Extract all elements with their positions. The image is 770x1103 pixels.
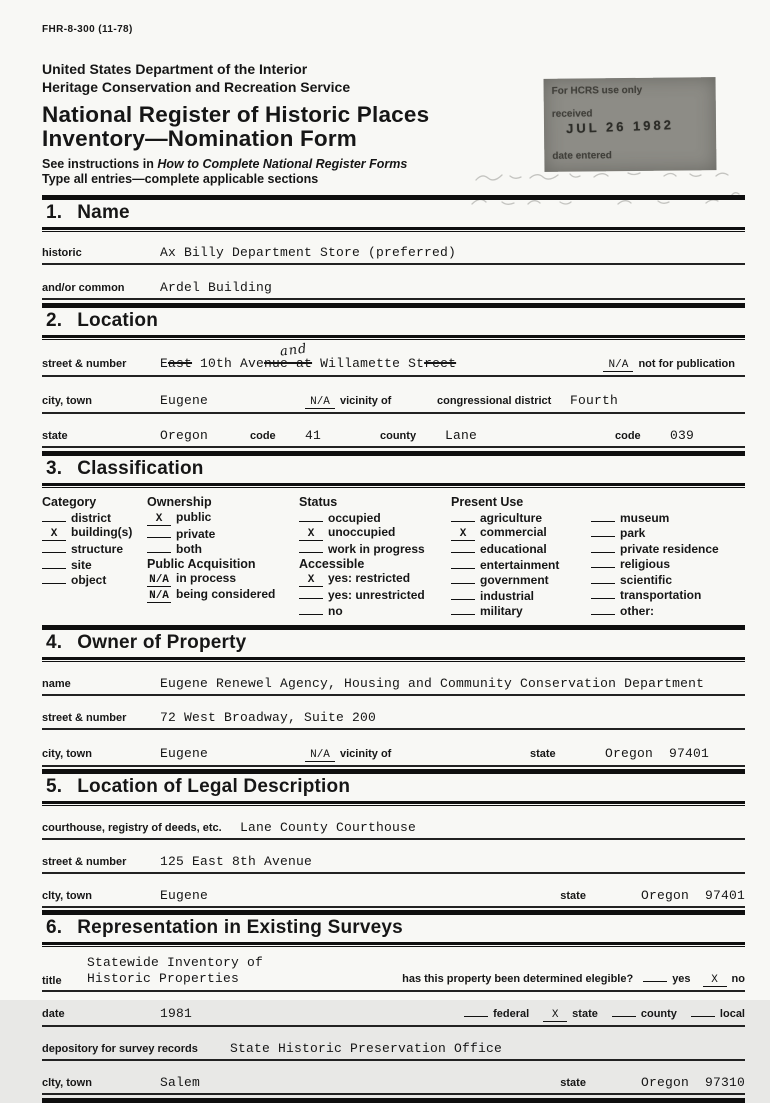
- common-label: and/or common: [42, 282, 125, 295]
- section4-header: 4. Owner of Property: [42, 625, 745, 662]
- checkbox-commercial: X commercial: [451, 525, 591, 541]
- checkbox-both: both: [147, 541, 299, 557]
- stamp-legend: For HCRS use only: [551, 84, 643, 97]
- historic-name-row: [42, 245, 745, 265]
- present-use-header: Present Use: [451, 495, 524, 510]
- legal-state-label: state: [560, 889, 586, 902]
- county-value: Lane: [445, 428, 478, 444]
- owner-state-value: Oregon 97401: [605, 745, 710, 761]
- owner-city-value: Eugene: [160, 745, 209, 761]
- checkbox-occupied: occupied: [299, 510, 451, 526]
- checkbox-work-in-progress: work in progress: [299, 541, 451, 557]
- section3-header: 3. Classification: [42, 451, 745, 488]
- public-acquisition-header: Public Acquisition: [147, 556, 256, 571]
- county-code-value: 039: [670, 428, 695, 444]
- owner-vicinity-label: vicinity of: [340, 747, 392, 760]
- ownership-column: [147, 495, 299, 619]
- legal-city-row: [42, 888, 745, 908]
- survey-city-row: [42, 1075, 745, 1095]
- legal-street-label: street & number: [42, 855, 127, 868]
- street-label: street & number: [42, 358, 127, 371]
- survey-state-label: state: [560, 1077, 586, 1090]
- state-level-label: state: [572, 1008, 598, 1021]
- checkbox-religious: religious: [591, 556, 745, 572]
- instructions-line1: See instructions in How to Complete National Register Forms: [42, 156, 408, 171]
- state-code-value: 41: [305, 428, 322, 444]
- survey-state-value: Oregon 97310: [640, 1075, 745, 1091]
- section3-title: Classification: [77, 458, 204, 480]
- section1-title: Name: [77, 202, 130, 224]
- courthouse-label: courthouse, registry of deeds, etc.: [42, 821, 222, 834]
- federal-mark: [464, 1005, 488, 1017]
- survey-date-label: date: [42, 1008, 65, 1021]
- city-value: Eugene: [160, 393, 209, 409]
- checkbox-government: government: [451, 572, 591, 588]
- vicinity-mark: N/A: [305, 397, 335, 409]
- present-use-column2: [591, 495, 745, 619]
- ownership-header: Ownership: [147, 495, 212, 510]
- checkbox-structure: structure: [42, 541, 147, 557]
- legal-city-label: clty, town: [42, 889, 92, 902]
- category-header: Category: [42, 495, 97, 510]
- checkbox-in-process: N/A in process: [147, 571, 299, 587]
- received-date-stamp: JUL 26 1982: [565, 117, 675, 137]
- local-mark: [691, 1005, 715, 1017]
- federal-label: federal: [493, 1008, 530, 1021]
- common-name-row: [42, 280, 745, 300]
- owner-vicinity-mark: N/A: [305, 750, 335, 762]
- street-number-row: [42, 341, 745, 377]
- county-label: county: [380, 430, 417, 443]
- state-level-mark: X: [543, 1010, 567, 1022]
- checkbox-public: X public: [147, 510, 299, 526]
- survey-date-value: 1981: [160, 1006, 193, 1022]
- next-section-top-rule: [42, 1098, 745, 1103]
- checkbox-industrial: industrial: [451, 588, 591, 604]
- form-title-line2: Inventory—Nomination Form: [42, 125, 358, 151]
- survey-date-row: [42, 1005, 745, 1027]
- state-value: Oregon: [160, 428, 209, 444]
- checkbox-museum: museum: [591, 510, 745, 526]
- owner-name-label: name: [42, 677, 71, 690]
- state-row: [42, 428, 745, 448]
- owner-street-row: [42, 710, 745, 730]
- historic-label: historic: [42, 247, 82, 260]
- state-code-label: code: [250, 430, 276, 443]
- checkbox-yes-unrestricted: yes: unrestricted: [299, 587, 451, 603]
- checkbox-military: military: [451, 603, 591, 619]
- section5-header: 5. Location of Legal Description: [42, 769, 745, 806]
- handwritten-and: and: [279, 341, 309, 360]
- accessible-header: Accessible: [299, 556, 365, 571]
- checkbox-educational: educational: [451, 541, 591, 557]
- county-mark: [612, 1005, 636, 1017]
- eligible-yes-mark: [643, 970, 667, 982]
- checkbox-private: private: [147, 526, 299, 542]
- section2-title: Location: [77, 310, 159, 332]
- section4-title: Owner of Property: [77, 631, 247, 653]
- present-use-column1: [451, 495, 591, 619]
- congressional-district-label: congressional district: [437, 395, 552, 408]
- checkbox-site: site: [42, 557, 147, 573]
- received-label: received: [551, 108, 593, 120]
- county-level-label: county: [640, 1008, 677, 1021]
- not-for-publication-label: not for publication: [638, 358, 735, 371]
- owner-street-label: street & number: [42, 711, 127, 724]
- county-code-label: code: [615, 430, 641, 443]
- section6-title: Representation in Existing Surveys: [77, 916, 403, 938]
- owner-name-value: Eugene Renewel Agency, Housing and Community Conservation Department: [160, 675, 705, 691]
- checkbox-park: park: [591, 525, 745, 541]
- checkbox-yes-restricted: X yes: restricted: [299, 571, 451, 587]
- owner-city-label: city, town: [42, 747, 92, 760]
- dept-line2: Heritage Conservation and Recreation Service: [42, 78, 351, 95]
- city-town-row: [42, 391, 745, 414]
- eligible-yes-label: yes: [672, 973, 691, 986]
- vicinity-label: vicinity of: [340, 395, 392, 408]
- depository-value: State Historic Preservation Office: [230, 1041, 503, 1057]
- city-label: city, town: [42, 395, 92, 408]
- survey-title-row: [42, 955, 745, 993]
- survey-city-label: clty, town: [42, 1077, 92, 1090]
- checkbox-being-considered: N/A being considered: [147, 587, 299, 603]
- legal-city-value: Eugene: [160, 887, 209, 903]
- congressional-district-value: Fourth: [570, 393, 619, 409]
- dept-line1: United States Department of the Interior: [42, 61, 308, 77]
- checkbox-buildings: X building(s): [42, 525, 147, 541]
- legal-street-value: 125 East 8th Avenue: [160, 853, 313, 869]
- common-value: Ardel Building: [160, 280, 273, 296]
- form-number: FHR-8-300 (11-78): [42, 24, 133, 35]
- courthouse-value: Lane County Courthouse: [240, 819, 417, 835]
- checkbox-unoccupied: X unoccupied: [299, 525, 451, 541]
- checkbox-district: district: [42, 510, 147, 526]
- section5-title: Location of Legal Description: [77, 775, 351, 797]
- eligible-question: has this property been determined elegible?: [402, 973, 634, 986]
- date-entered-label: date entered: [552, 150, 612, 162]
- legal-state-value: Oregon 97401: [640, 887, 745, 903]
- status-column: [299, 495, 451, 619]
- checkbox-other: other:: [591, 603, 745, 619]
- survey-title-label: title: [42, 975, 62, 988]
- legal-street-row: [42, 854, 745, 874]
- state-label: state: [42, 430, 68, 443]
- section1-header: 1. Name: [42, 195, 745, 232]
- instructions-line2: Type all entries—complete applicable sections: [42, 171, 319, 186]
- checkbox-scientific: scientific: [591, 572, 745, 588]
- not-for-publication-mark: N/A: [603, 360, 633, 372]
- eligible-no-mark: X: [703, 975, 727, 987]
- section2-header: 2. Location: [42, 303, 745, 340]
- category-column: [42, 495, 147, 619]
- checkbox-entertainment: entertainment: [451, 557, 591, 573]
- section6-header: 6. Representation in Existing Surveys: [42, 910, 745, 947]
- checkbox-agriculture: agriculture: [451, 510, 591, 526]
- eligible-no-label: no: [731, 973, 745, 986]
- survey-title-value: Statewide Inventory of Historic Properties: [87, 954, 264, 986]
- historic-value: Ax Billy Department Store (preferred): [160, 245, 457, 261]
- form-title-line1: National Register of Historic Places: [42, 102, 430, 127]
- survey-city-value: Salem: [160, 1075, 201, 1091]
- owner-name-row: [42, 676, 745, 696]
- street-value: East 10th Ave and nue at Willamette Street: [160, 341, 457, 372]
- status-header: Status: [299, 495, 338, 510]
- depository-label: depository for survey records: [42, 1043, 198, 1056]
- checkbox-private-residence: private residence: [591, 541, 745, 557]
- owner-state-label: state: [530, 747, 556, 760]
- classification-grid: [42, 495, 745, 623]
- local-label: local: [719, 1008, 745, 1021]
- owner-city-row: [42, 744, 745, 767]
- checkbox-transportation: transportation: [591, 587, 745, 603]
- depository-row: [42, 1041, 745, 1061]
- courthouse-row: [42, 820, 745, 840]
- owner-street-value: 72 West Broadway, Suite 200: [160, 709, 377, 725]
- checkbox-object: object: [42, 572, 147, 588]
- checkbox-no: no: [299, 603, 451, 619]
